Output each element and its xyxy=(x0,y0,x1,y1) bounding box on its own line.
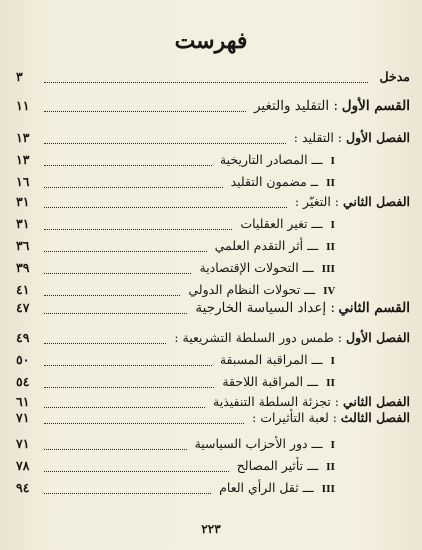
dot-leader xyxy=(44,62,368,83)
toc-page-number: ٦١ xyxy=(16,394,30,409)
roman-numeral: I xyxy=(330,220,335,231)
toc-entry-text: ـــ تأثير المصالح xyxy=(236,458,319,473)
roman-numeral: II xyxy=(326,378,335,389)
toc-entry-title: : طمس دور السلطة التشريعية : xyxy=(174,330,342,345)
toc-page-number: ١٣ xyxy=(16,130,30,145)
dot-leader xyxy=(44,123,286,144)
toc-section-heading: القسم الثاني xyxy=(338,300,410,316)
toc-entry-text: ـــ أثر التقدم العلمي xyxy=(214,238,319,253)
toc-entry-title xyxy=(216,150,335,172)
toc-page-number: ٣ xyxy=(16,69,23,84)
toc-section-heading: مدخل xyxy=(379,69,410,84)
toc-entry-title: : التغيّر : xyxy=(294,194,339,209)
toc-page-number: ٥٤ xyxy=(16,374,30,389)
toc-entry-title xyxy=(236,214,335,236)
toc-entry-title: : لعبة التأثيرات : xyxy=(252,410,337,425)
toc-entry-title xyxy=(233,456,335,478)
dot-leader xyxy=(44,231,207,252)
roman-numeral: III xyxy=(321,264,335,275)
toc-page-number: ٣١ xyxy=(16,194,30,209)
dot-leader xyxy=(44,145,212,166)
toc-entry-text: ــ مضمون التقليد xyxy=(230,174,319,189)
dot-leader xyxy=(44,345,212,366)
roman-numeral: III xyxy=(321,484,335,495)
dot-leader xyxy=(44,367,214,388)
roman-numeral: IV xyxy=(323,286,335,297)
toc-entry xyxy=(10,408,410,428)
dot-leader xyxy=(44,209,232,230)
dot-leader xyxy=(44,473,211,494)
toc-section-heading: الفصل الأول xyxy=(346,330,410,345)
toc-page-number: ١٣ xyxy=(16,152,30,167)
toc-page-number: ٤١ xyxy=(16,282,30,297)
toc-page-number: ٧١ xyxy=(16,436,30,451)
toc-entry-text: ـــ ثقل الرأي العام xyxy=(219,480,314,495)
toc-page-number: ٥٠ xyxy=(16,352,30,367)
dot-leader xyxy=(44,323,166,344)
roman-numeral: I xyxy=(330,156,335,167)
toc-entry-text: ـــ تغير العقليات xyxy=(240,216,323,231)
toc-page-number: ٣٦ xyxy=(16,238,30,253)
dot-leader xyxy=(44,91,246,112)
toc-entry-title: : التقليد والتغير xyxy=(253,98,338,114)
toc-page-number: ١١ xyxy=(16,98,30,113)
toc-section-heading: الفصل الأول xyxy=(346,130,410,145)
toc-entry xyxy=(10,298,410,318)
toc-entry-text: ـــ المراقبة اللاحقة xyxy=(222,374,319,389)
dot-leader xyxy=(44,429,187,450)
toc-entry xyxy=(10,478,410,498)
toc-page-number: ١٦ xyxy=(16,174,30,189)
toc-entry-title xyxy=(215,478,335,500)
toc-entry-title: : تجزئة السلطة التنفيذية xyxy=(213,394,339,409)
toc-entry-text: ـــ المراقبة المسبقة xyxy=(219,352,323,367)
toc-entry-text: ـــ المصادر التاريخية xyxy=(219,152,323,167)
toc-page-number: ٤٩ xyxy=(16,330,30,345)
toc-section-heading: الفصل الثاني xyxy=(342,394,410,409)
toc-entry-title: : التقليد : xyxy=(293,130,342,145)
dot-leader xyxy=(44,187,287,208)
roman-numeral: I xyxy=(330,356,335,367)
toc-entry xyxy=(10,67,410,87)
toc-entry-title: : إعداد السياسة الخارجية xyxy=(195,300,335,316)
page-title: فهرست xyxy=(174,28,248,54)
toc-entry xyxy=(10,96,410,116)
roman-numeral: II xyxy=(326,462,335,473)
dot-leader xyxy=(44,451,229,472)
roman-numeral: I xyxy=(330,440,335,451)
toc-section-heading: القسم الأول xyxy=(341,98,410,114)
toc-entry-title xyxy=(196,258,336,280)
page-number: ٢٢٣ xyxy=(201,522,221,536)
toc-section-heading: الفصل الثاني xyxy=(342,194,410,209)
toc-entry-text: ـــ دور الأحزاب السياسية xyxy=(194,436,323,451)
toc-entry-title xyxy=(216,350,335,372)
toc-page-number: ٣٩ xyxy=(16,260,30,275)
toc-page-number: ٣١ xyxy=(16,216,30,231)
toc-section-heading: الفصل الثالث xyxy=(340,410,410,425)
roman-numeral: II xyxy=(326,242,335,253)
toc-entry-title xyxy=(218,372,335,394)
dot-leader xyxy=(44,293,187,314)
roman-numeral: II xyxy=(326,178,335,189)
toc-entry-text: ـــ التحولات الإقتصادية xyxy=(199,260,314,275)
dot-leader xyxy=(44,403,244,424)
toc-page-number: ٤٧ xyxy=(16,300,30,315)
toc-page-number: ٧٨ xyxy=(16,458,30,473)
dot-leader xyxy=(44,253,191,274)
toc-page-number: ٧١ xyxy=(16,410,30,425)
toc-entry-text: ـــ تحولات النظام الدولي xyxy=(188,282,316,297)
toc-page-number: ٩٤ xyxy=(16,480,30,495)
toc-entry-title xyxy=(211,236,335,258)
dot-leader xyxy=(44,167,223,188)
